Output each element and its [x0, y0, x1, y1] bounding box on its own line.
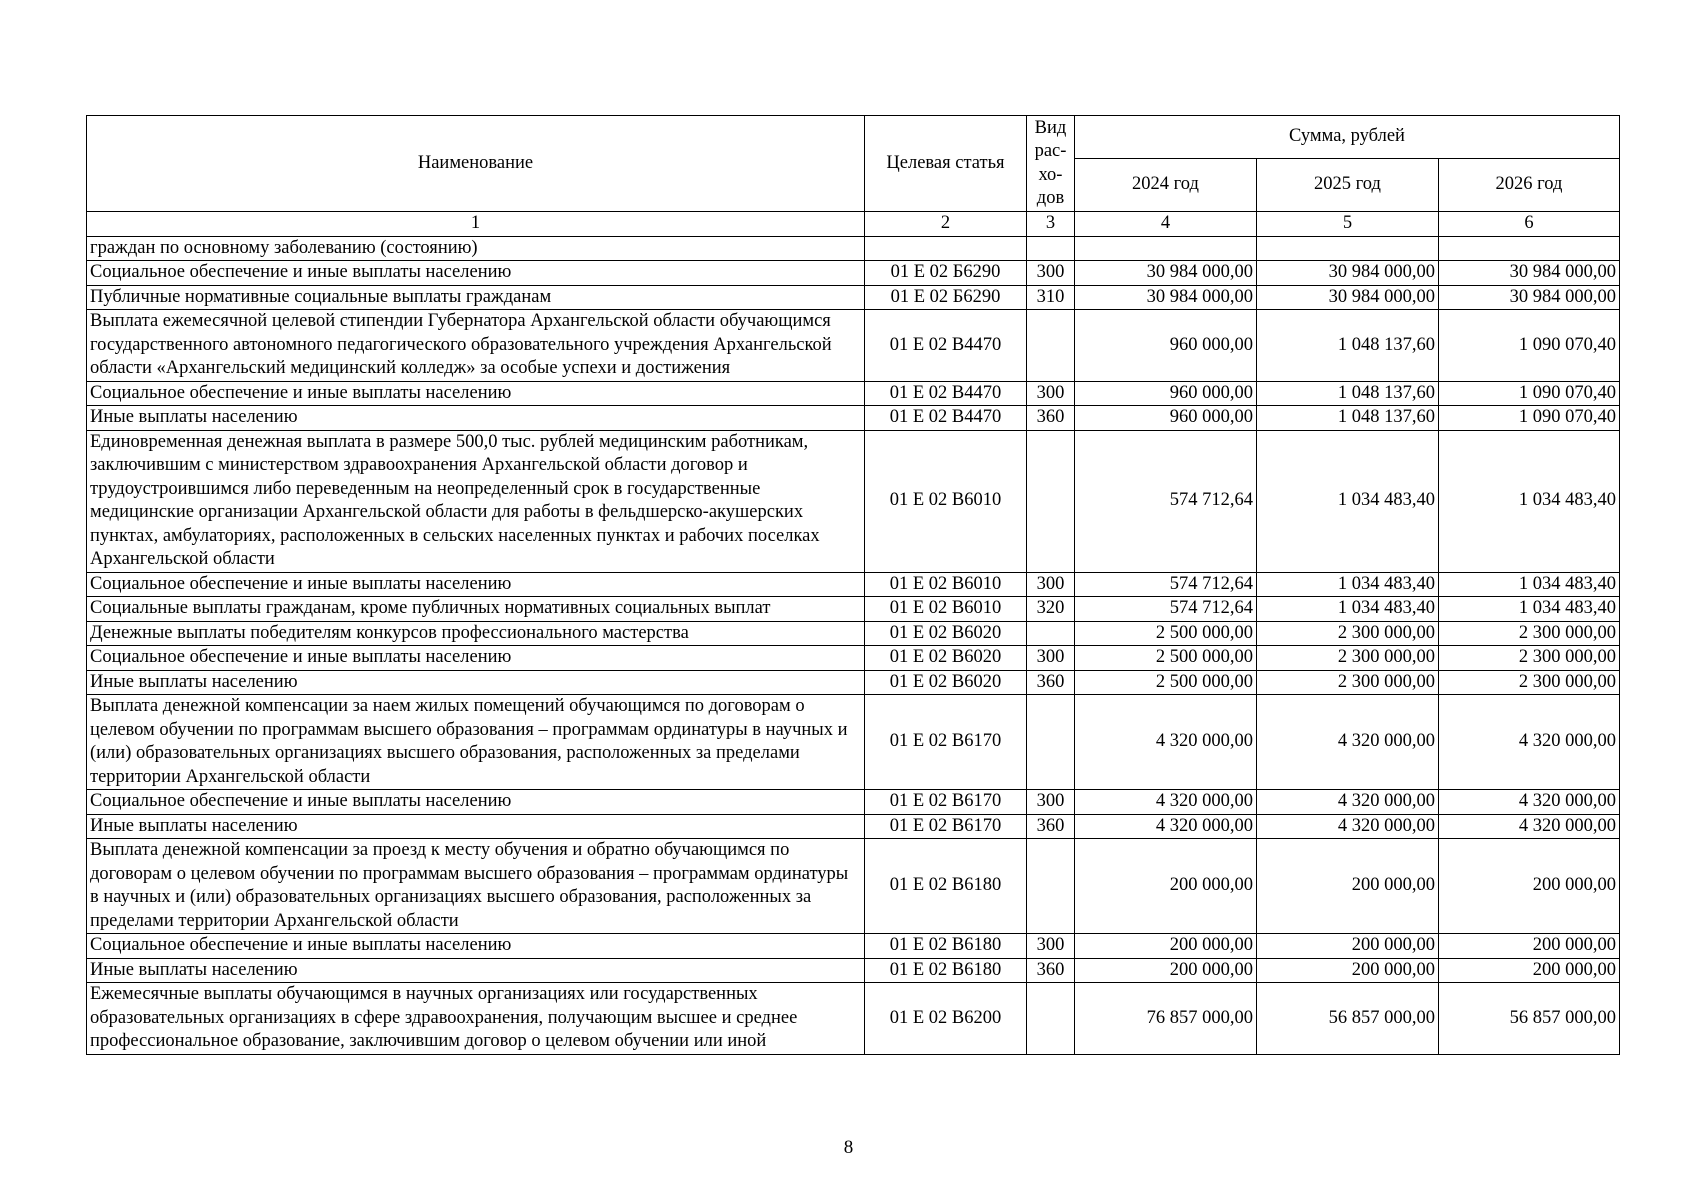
table-row — [87, 790, 1620, 815]
row-target-article: 01 Е 02 Б6290 — [865, 261, 1027, 286]
row-expense-type — [1027, 839, 1075, 934]
table-row — [87, 670, 1620, 695]
row-name: Социальное обеспечение и иные выплаты населению — [87, 646, 865, 671]
row-amount-2025: 4 320 000,00 — [1257, 790, 1439, 815]
row-amount-2026: 200 000,00 — [1439, 934, 1620, 959]
row-amount-2025: 30 984 000,00 — [1257, 285, 1439, 310]
row-expense-type: 300 — [1027, 381, 1075, 406]
row-amount-2024: 200 000,00 — [1075, 958, 1257, 983]
column-number-row — [87, 212, 1620, 237]
row-amount-2024: 960 000,00 — [1075, 406, 1257, 431]
row-target-article: 01 Е 02 В6020 — [865, 670, 1027, 695]
row-amount-2025: 200 000,00 — [1257, 958, 1439, 983]
table-row — [87, 236, 1620, 261]
row-expense-type — [1027, 695, 1075, 790]
row-amount-2026: 1 034 483,40 — [1439, 430, 1620, 572]
row-amount-2026: 2 300 000,00 — [1439, 670, 1620, 695]
row-expense-type: 300 — [1027, 572, 1075, 597]
row-amount-2026: 4 320 000,00 — [1439, 790, 1620, 815]
budget-table — [86, 115, 1620, 1055]
row-amount-2024: 2 500 000,00 — [1075, 670, 1257, 695]
table-row — [87, 572, 1620, 597]
row-amount-2025: 30 984 000,00 — [1257, 261, 1439, 286]
row-target-article — [865, 236, 1027, 261]
row-amount-2024: 574 712,64 — [1075, 430, 1257, 572]
column-number: 2 — [865, 212, 1027, 237]
row-amount-2024 — [1075, 236, 1257, 261]
row-name: Социальное обеспечение и иные выплаты населению — [87, 572, 865, 597]
row-amount-2024: 960 000,00 — [1075, 381, 1257, 406]
row-expense-type: 360 — [1027, 958, 1075, 983]
column-number: 1 — [87, 212, 865, 237]
row-target-article: 01 Е 02 В6170 — [865, 790, 1027, 815]
row-amount-2025: 1 048 137,60 — [1257, 381, 1439, 406]
row-name: Публичные нормативные социальные выплаты гражданам — [87, 285, 865, 310]
table-row — [87, 597, 1620, 622]
row-amount-2026: 1 090 070,40 — [1439, 406, 1620, 431]
row-amount-2025: 1 034 483,40 — [1257, 597, 1439, 622]
header-target-article: Целевая статья — [865, 116, 1027, 212]
row-amount-2025: 2 300 000,00 — [1257, 646, 1439, 671]
row-amount-2024: 4 320 000,00 — [1075, 790, 1257, 815]
table-row — [87, 839, 1620, 934]
row-target-article: 01 Е 02 В6180 — [865, 839, 1027, 934]
table-row — [87, 261, 1620, 286]
table-row — [87, 695, 1620, 790]
row-target-article: 01 Е 02 В4470 — [865, 310, 1027, 382]
row-amount-2026: 30 984 000,00 — [1439, 261, 1620, 286]
row-expense-type: 320 — [1027, 597, 1075, 622]
row-target-article: 01 Е 02 В6170 — [865, 695, 1027, 790]
row-amount-2026 — [1439, 236, 1620, 261]
row-amount-2024: 574 712,64 — [1075, 597, 1257, 622]
row-name: Единовременная денежная выплата в размере 500,0 тыс. рублей медицинским работникам, заключившим с министерством здравоохранения Архангельской области договор и трудоустроившимся либо переведенным на неопределенный срок в государственные медицинские организации Архангельской области для работы в фельдшерско-акушерских пунктах, амбулаториях, расположенных в сельских населенных пунктах и рабочих поселках Архангельской области — [87, 430, 865, 572]
row-amount-2024: 2 500 000,00 — [1075, 621, 1257, 646]
row-amount-2024: 200 000,00 — [1075, 934, 1257, 959]
row-expense-type: 360 — [1027, 670, 1075, 695]
row-expense-type — [1027, 430, 1075, 572]
table-row — [87, 430, 1620, 572]
row-expense-type — [1027, 983, 1075, 1055]
row-name: Иные выплаты населению — [87, 958, 865, 983]
row-amount-2026: 30 984 000,00 — [1439, 285, 1620, 310]
header-year-2025: 2025 год — [1257, 159, 1439, 212]
row-name: Социальное обеспечение и иные выплаты населению — [87, 381, 865, 406]
row-amount-2024: 200 000,00 — [1075, 839, 1257, 934]
row-expense-type — [1027, 310, 1075, 382]
row-amount-2026: 1 034 483,40 — [1439, 597, 1620, 622]
row-amount-2025: 4 320 000,00 — [1257, 695, 1439, 790]
column-number: 5 — [1257, 212, 1439, 237]
row-name: Денежные выплаты победителям конкурсов профессионального мастерства — [87, 621, 865, 646]
row-amount-2025 — [1257, 236, 1439, 261]
row-amount-2025: 1 048 137,60 — [1257, 310, 1439, 382]
row-target-article: 01 Е 02 В6020 — [865, 646, 1027, 671]
header-row — [87, 116, 1620, 159]
table-row — [87, 983, 1620, 1055]
row-name: Социальное обеспечение и иные выплаты населению — [87, 261, 865, 286]
row-name: Ежемесячные выплаты обучающимся в научных организациях или государственных образовательных организациях в сфере здравоохранения, получающим высшее и среднее профессиональное образование, заключившим договор о целевом обучении или иной — [87, 983, 865, 1055]
row-target-article: 01 Е 02 В4470 — [865, 406, 1027, 431]
row-amount-2024: 4 320 000,00 — [1075, 814, 1257, 839]
row-expense-type: 300 — [1027, 790, 1075, 815]
row-amount-2025: 1 048 137,60 — [1257, 406, 1439, 431]
row-amount-2024: 30 984 000,00 — [1075, 285, 1257, 310]
table-row — [87, 285, 1620, 310]
table-row — [87, 381, 1620, 406]
row-amount-2026: 1 034 483,40 — [1439, 572, 1620, 597]
row-amount-2025: 2 300 000,00 — [1257, 621, 1439, 646]
table-row — [87, 310, 1620, 382]
table-row — [87, 406, 1620, 431]
row-target-article: 01 Е 02 В6010 — [865, 572, 1027, 597]
row-amount-2025: 56 857 000,00 — [1257, 983, 1439, 1055]
row-amount-2026: 4 320 000,00 — [1439, 814, 1620, 839]
row-amount-2026: 1 090 070,40 — [1439, 381, 1620, 406]
row-amount-2026: 56 857 000,00 — [1439, 983, 1620, 1055]
row-name: Выплата денежной компенсации за проезд к месту обучения и обратно обучающимся по договорам о целевом обучении по программам высшего образования – программам ординатуры в научных и (или) образовательных организациях высшего образования, расположенных за пределами территории Архангельской области — [87, 839, 865, 934]
row-amount-2025: 1 034 483,40 — [1257, 572, 1439, 597]
page-number: 8 — [843, 1137, 854, 1158]
row-expense-type: 310 — [1027, 285, 1075, 310]
column-number: 6 — [1439, 212, 1620, 237]
row-name: Социальное обеспечение и иные выплаты населению — [87, 790, 865, 815]
column-number: 4 — [1075, 212, 1257, 237]
table-row — [87, 646, 1620, 671]
row-expense-type — [1027, 236, 1075, 261]
row-amount-2026: 4 320 000,00 — [1439, 695, 1620, 790]
header-year-2024: 2024 год — [1075, 159, 1257, 212]
row-name: Выплата денежной компенсации за наем жилых помещений обучающимся по договорам о целевом обучении по программам высшего образования – программам ординатуры в научных и (или) образовательных организациях высшего образования, расположенных за пределами территории Архангельской области — [87, 695, 865, 790]
row-amount-2025: 200 000,00 — [1257, 934, 1439, 959]
row-amount-2025: 1 034 483,40 — [1257, 430, 1439, 572]
row-name: Иные выплаты населению — [87, 670, 865, 695]
row-target-article: 01 Е 02 В6010 — [865, 430, 1027, 572]
column-number: 3 — [1027, 212, 1075, 237]
budget-table-body — [87, 116, 1620, 1055]
header-name: Наименование — [87, 116, 865, 212]
row-target-article: 01 Е 02 В6010 — [865, 597, 1027, 622]
row-amount-2026: 1 090 070,40 — [1439, 310, 1620, 382]
table-row — [87, 958, 1620, 983]
table-row — [87, 621, 1620, 646]
row-expense-type: 300 — [1027, 646, 1075, 671]
row-amount-2026: 200 000,00 — [1439, 958, 1620, 983]
row-target-article: 01 Е 02 В6170 — [865, 814, 1027, 839]
row-name: Социальные выплаты гражданам, кроме публичных нормативных социальных выплат — [87, 597, 865, 622]
header-year-2026: 2026 год — [1439, 159, 1620, 212]
row-amount-2024: 4 320 000,00 — [1075, 695, 1257, 790]
budget-table-container — [86, 115, 1619, 1055]
row-expense-type: 300 — [1027, 261, 1075, 286]
row-amount-2024: 960 000,00 — [1075, 310, 1257, 382]
table-row — [87, 814, 1620, 839]
row-name: Иные выплаты населению — [87, 814, 865, 839]
row-amount-2026: 2 300 000,00 — [1439, 646, 1620, 671]
row-amount-2024: 574 712,64 — [1075, 572, 1257, 597]
row-amount-2025: 4 320 000,00 — [1257, 814, 1439, 839]
row-amount-2025: 200 000,00 — [1257, 839, 1439, 934]
table-row — [87, 934, 1620, 959]
row-amount-2026: 200 000,00 — [1439, 839, 1620, 934]
row-amount-2026: 2 300 000,00 — [1439, 621, 1620, 646]
row-target-article: 01 Е 02 В6200 — [865, 983, 1027, 1055]
row-target-article: 01 Е 02 Б6290 — [865, 285, 1027, 310]
row-name: Социальное обеспечение и иные выплаты населению — [87, 934, 865, 959]
row-amount-2024: 76 857 000,00 — [1075, 983, 1257, 1055]
row-name: Выплата ежемесячной целевой стипендии Губернатора Архангельской области обучающимся государственного автономного педагогического образовательного учреждения Архангельской области «Архангельский медицинский колледж» за особые успехи и достижения — [87, 310, 865, 382]
row-name: Иные выплаты населению — [87, 406, 865, 431]
row-target-article: 01 Е 02 В4470 — [865, 381, 1027, 406]
row-expense-type: 300 — [1027, 934, 1075, 959]
row-expense-type: 360 — [1027, 814, 1075, 839]
header-expense-type: Вид рас-хо-дов — [1027, 116, 1075, 212]
row-target-article: 01 Е 02 В6020 — [865, 621, 1027, 646]
row-expense-type — [1027, 621, 1075, 646]
row-amount-2025: 2 300 000,00 — [1257, 670, 1439, 695]
row-target-article: 01 Е 02 В6180 — [865, 934, 1027, 959]
row-amount-2024: 30 984 000,00 — [1075, 261, 1257, 286]
row-amount-2024: 2 500 000,00 — [1075, 646, 1257, 671]
header-sum: Сумма, рублей — [1075, 116, 1620, 159]
row-name: граждан по основному заболеванию (состоянию) — [87, 236, 865, 261]
row-expense-type: 360 — [1027, 406, 1075, 431]
row-target-article: 01 Е 02 В6180 — [865, 958, 1027, 983]
